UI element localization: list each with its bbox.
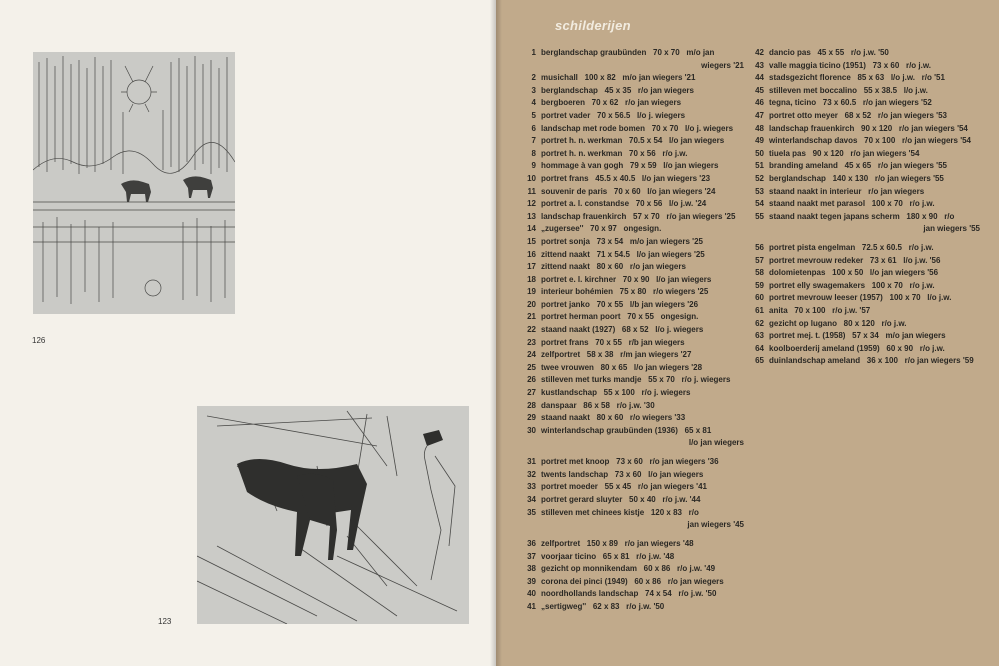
list-item-number: 25 xyxy=(527,362,536,372)
list-item-text: portret mej. t. (1958) 57 x 34 m/o jan wiegers xyxy=(769,331,946,341)
list-item-text: koolboerderij ameland (1959) 60 x 90 r/o j.w. xyxy=(769,343,945,353)
list-item-number: 20 xyxy=(527,299,536,309)
list-item xyxy=(512,349,744,362)
left-page xyxy=(0,0,496,666)
list-item-number: 8 xyxy=(531,148,536,158)
list-item-number: 56 xyxy=(755,243,764,253)
list-item-text: duinlandschap ameland 36 x 100 r/o jan wiegers '59 xyxy=(769,356,974,366)
list-item-number: 21 xyxy=(527,312,536,322)
list-item-number: 29 xyxy=(527,413,536,423)
list-item-text: portret herman poort 70 x 55 ongesign. xyxy=(541,312,699,322)
list-item-text: berglandschap 140 x 130 r/o jan wiegers '55 xyxy=(769,173,944,183)
list-item-number: 22 xyxy=(527,325,536,335)
list-item-number: 44 xyxy=(755,73,764,83)
list-item-number: 17 xyxy=(527,262,536,272)
paintings-list-left xyxy=(512,47,744,614)
book-gutter xyxy=(490,0,502,666)
list-item-number: 13 xyxy=(527,211,536,221)
list-item-text: landschap frauenkirch 90 x 120 r/o jan wiegers '54 xyxy=(769,123,968,133)
list-item xyxy=(740,47,980,60)
list-item-number: 10 xyxy=(527,173,536,183)
list-item xyxy=(740,343,980,356)
list-item xyxy=(740,148,980,161)
list-item xyxy=(512,211,744,224)
list-item xyxy=(512,481,744,494)
list-item xyxy=(740,292,980,305)
list-item xyxy=(512,374,744,387)
list-item-number: 26 xyxy=(527,375,536,385)
list-item xyxy=(512,97,744,110)
list-item-text: portret frans 45.5 x 40.5 l/o jan wiegers '23 xyxy=(541,173,711,183)
list-item-text: jan wiegers '55 xyxy=(923,224,980,234)
list-item-text: dancio pas 45 x 55 r/o j.w. '50 xyxy=(769,48,889,57)
list-item-text: portret mevrouw leeser (1957) 100 x 70 l/o j.w. xyxy=(769,293,952,303)
list-item-number: 41 xyxy=(527,601,536,611)
list-item-text: zelfportret 150 x 89 r/o jan wiegers '48 xyxy=(541,538,694,548)
list-item xyxy=(512,456,744,469)
list-item-number: 64 xyxy=(755,343,764,353)
list-item-text: portret otto meyer 68 x 52 r/o jan wiegers '53 xyxy=(769,110,947,120)
list-item-text: stadsgezicht florence 85 x 63 l/o j.w. r/o '51 xyxy=(769,73,945,83)
list-item-text: stilleven met boccalino 55 x 38.5 l/o j.w. xyxy=(769,85,928,95)
list-item xyxy=(512,135,744,148)
list-item xyxy=(740,135,980,148)
list-item-number: 12 xyxy=(527,199,536,209)
list-item-text: berglandschap graubünden 70 x 70 m/o jan xyxy=(541,48,715,57)
section-title: schilderijen xyxy=(555,18,631,33)
list-item-number: 11 xyxy=(527,186,536,196)
list-item-text: zittend naakt 71 x 54.5 l/o jan wiegers '25 xyxy=(541,249,705,259)
list-item-text: musichall 100 x 82 m/o jan wiegers '21 xyxy=(541,73,696,83)
list-item-number: 59 xyxy=(755,280,764,290)
list-item-text: interieur bohémien 75 x 80 r/o wiegers '25 xyxy=(541,287,709,297)
list-item-number: 50 xyxy=(755,148,764,158)
list-item xyxy=(740,255,980,268)
list-item-number: 63 xyxy=(755,331,764,341)
list-item xyxy=(512,249,744,262)
etching-farmer-with-horses xyxy=(197,406,469,624)
list-item-text: stilleven met turks mandje 55 x 70 r/o j. wiegers xyxy=(541,375,731,385)
list-item-number: 15 xyxy=(527,236,536,246)
list-item xyxy=(512,85,744,98)
list-item xyxy=(512,173,744,186)
list-item-number: 14 xyxy=(527,224,536,234)
list-item-text: portret moeder 55 x 45 r/o jan wiegers '41 xyxy=(541,482,707,492)
list-item xyxy=(740,223,980,236)
list-item-number: 16 xyxy=(527,249,536,259)
list-item-number: 2 xyxy=(531,73,536,83)
list-item xyxy=(740,85,980,98)
list-item xyxy=(512,311,744,324)
paintings-list-right xyxy=(740,47,980,368)
list-item xyxy=(512,72,744,85)
list-item-number: 43 xyxy=(755,60,764,70)
list-item-text: portret mevrouw redeker 73 x 61 l/o j.w. '56 xyxy=(769,255,941,265)
list-item-text: staand naakt 80 x 60 r/o wiegers '33 xyxy=(541,413,686,423)
list-item-number: 30 xyxy=(527,425,536,435)
list-item-number: 40 xyxy=(527,589,536,599)
list-item-number: 53 xyxy=(755,186,764,196)
list-item-text: branding ameland 45 x 65 r/o jan wiegers '55 xyxy=(769,161,947,171)
list-item xyxy=(740,267,980,280)
list-item-number: 46 xyxy=(755,98,764,108)
etching-landscape-with-cows xyxy=(33,52,235,314)
list-item xyxy=(740,318,980,331)
list-item-text: gezicht op monnikendam 60 x 86 r/o j.w. '49 xyxy=(541,564,716,574)
list-item xyxy=(512,425,744,438)
list-item xyxy=(512,236,744,249)
list-item-text: tegna, ticino 73 x 60.5 r/o jan wiegers '52 xyxy=(769,98,932,108)
list-item-text: twents landschap 73 x 60 l/o jan wiegers xyxy=(541,469,704,479)
list-item xyxy=(740,355,980,368)
list-item-text: bergboeren 70 x 62 r/o jan wiegers xyxy=(541,98,682,108)
list-item-text: zittend naakt 80 x 60 r/o jan wiegers xyxy=(541,262,686,272)
list-item xyxy=(740,72,980,85)
right-page xyxy=(496,0,999,666)
list-item xyxy=(512,437,744,450)
list-item xyxy=(512,551,744,564)
list-item xyxy=(512,261,744,274)
list-item xyxy=(512,400,744,413)
list-item-text: portret frans 70 x 55 r/b jan wiegers xyxy=(541,337,685,347)
list-item xyxy=(512,123,744,136)
list-item-number: 55 xyxy=(755,211,764,221)
list-item xyxy=(740,305,980,318)
list-item-text: kustlandschap 55 x 100 r/o j. wiegers xyxy=(541,388,691,398)
list-item xyxy=(512,576,744,589)
list-item xyxy=(512,110,744,123)
list-item-number: 31 xyxy=(527,457,536,467)
list-item xyxy=(512,588,744,601)
list-item-number xyxy=(740,223,769,236)
list-item-number: 23 xyxy=(527,337,536,347)
list-item-number: 47 xyxy=(755,110,764,120)
list-item-number: 48 xyxy=(755,123,764,133)
list-item-text: danspaar 86 x 58 r/o j.w. '30 xyxy=(541,400,655,410)
list-item-text: portret gerard sluyter 50 x 40 r/o j.w. '44 xyxy=(541,494,701,504)
list-item xyxy=(512,507,744,520)
list-item xyxy=(740,198,980,211)
list-item xyxy=(512,362,744,375)
list-item xyxy=(740,242,980,255)
list-item-number: 6 xyxy=(531,123,536,133)
list-item-number: 38 xyxy=(527,564,536,574)
list-item-text: corona dei pinci (1949) 60 x 86 r/o jan wiegers xyxy=(541,576,724,586)
list-item-text: portret pista engelman 72.5 x 60.5 r/o j.w. xyxy=(769,243,934,253)
list-item xyxy=(512,186,744,199)
list-item xyxy=(740,211,980,224)
list-item-text: winterlandschap graubünden (1936) 65 x 81 xyxy=(541,425,712,435)
list-item xyxy=(512,160,744,173)
list-item-number: 49 xyxy=(755,136,764,146)
list-item xyxy=(512,494,744,507)
list-item xyxy=(740,173,980,186)
list-item-number: 51 xyxy=(755,161,764,171)
list-item-number: 58 xyxy=(755,268,764,278)
list-item-number: 32 xyxy=(527,469,536,479)
list-item xyxy=(512,299,744,312)
list-item-number: 52 xyxy=(755,173,764,183)
list-item-text: landschap frauenkirch 57 x 70 r/o jan wiegers '25 xyxy=(541,211,736,221)
list-item-text: portret met knoop 73 x 60 r/o jan wiegers '36 xyxy=(541,457,719,467)
list-item-text: winterlandschap davos 70 x 100 r/o jan wiegers '54 xyxy=(769,136,971,146)
list-item-number: 34 xyxy=(527,494,536,504)
list-item-number: 37 xyxy=(527,551,536,561)
list-item xyxy=(512,563,744,576)
list-item-text: portret a. l. constandse 70 x 56 l/o j.w. '24 xyxy=(541,199,707,209)
list-item-number xyxy=(512,60,541,73)
list-item-text: dolomietenpas 100 x 50 l/o jan wiegers '56 xyxy=(769,268,939,278)
list-item-text: hommage à van gogh 79 x 59 l/o jan wiegers xyxy=(541,161,719,171)
list-item xyxy=(512,286,744,299)
list-item xyxy=(512,519,744,532)
list-item xyxy=(740,110,980,123)
list-item-number: 1 xyxy=(531,48,536,57)
list-item-text: portret vader 70 x 56.5 l/o j. wiegers xyxy=(541,110,686,120)
list-item-text: staand naakt met parasol 100 x 70 r/o j.w. xyxy=(769,199,935,209)
list-item-number: 57 xyxy=(755,255,764,265)
list-item xyxy=(740,280,980,293)
list-item-number: 65 xyxy=(755,356,764,366)
list-item-text: portret e. l. kirchner 70 x 90 l/o jan wiegers xyxy=(541,274,712,284)
list-item xyxy=(512,198,744,211)
list-item-text: landschap met rode bomen 70 x 70 l/o j. wiegers xyxy=(541,123,734,133)
list-item xyxy=(740,123,980,136)
list-item xyxy=(512,337,744,350)
page-number-126: 126 xyxy=(32,336,46,345)
list-item xyxy=(740,60,980,73)
list-item-number: 33 xyxy=(527,482,536,492)
list-item-text: portret elly swagemakers 100 x 70 r/o j.w. xyxy=(769,280,935,290)
list-item-text: staand naakt tegen japans scherm 180 x 90 r/o xyxy=(769,211,955,221)
list-item-number: 35 xyxy=(527,507,536,517)
list-item-number: 4 xyxy=(531,98,536,108)
list-item-text: twee vrouwen 80 x 65 l/o jan wiegers '28 xyxy=(541,362,703,372)
list-item xyxy=(512,387,744,400)
list-item-number xyxy=(512,437,541,450)
list-item-text: „zugersee'' 70 x 97 ongesign. xyxy=(541,224,662,234)
list-item-text: portret h. n. werkman 70 x 56 r/o j.w. xyxy=(541,148,688,158)
list-item-text: tiuela pas 90 x 120 r/o jan wiegers '54 xyxy=(769,148,920,158)
list-item xyxy=(512,223,744,236)
list-item xyxy=(512,60,744,73)
list-item-number: 39 xyxy=(527,576,536,586)
list-item-number: 36 xyxy=(527,538,536,548)
list-item-text: „sertigweg'' 62 x 83 r/o j.w. '50 xyxy=(541,601,665,611)
list-item-number: 3 xyxy=(531,85,536,95)
list-item-text: portret sonja 73 x 54 m/o jan wiegers '25 xyxy=(541,236,703,246)
list-item xyxy=(512,469,744,482)
list-item-number: 62 xyxy=(755,318,764,328)
list-item-text: jan wiegers '45 xyxy=(687,520,744,530)
list-item xyxy=(512,412,744,425)
list-item-number xyxy=(512,519,541,532)
list-item-text: zelfportret 58 x 38 r/m jan wiegers '27 xyxy=(541,350,692,360)
list-item-number: 24 xyxy=(527,350,536,360)
list-item-text: berglandschap 45 x 35 r/o jan wiegers xyxy=(541,85,694,95)
list-item xyxy=(512,601,744,614)
list-item xyxy=(740,186,980,199)
list-item-number: 60 xyxy=(755,293,764,303)
list-item xyxy=(512,148,744,161)
list-item-text: portret h. n. werkman 70.5 x 54 l/o jan wiegers xyxy=(541,136,725,146)
list-item xyxy=(512,274,744,287)
list-item xyxy=(740,330,980,343)
list-item-text: staand naakt (1927) 68 x 52 l/o j. wiegers xyxy=(541,325,704,335)
list-item xyxy=(512,538,744,551)
list-item-text: valle maggia ticino (1951) 73 x 60 r/o j.w. xyxy=(769,60,931,70)
list-item-text: l/o jan wiegers xyxy=(688,438,744,448)
list-item-text: anita 70 x 100 r/o j.w. '57 xyxy=(769,306,871,316)
list-item-text: staand naakt in interieur r/o jan wiegers xyxy=(769,186,925,196)
list-item-number: 18 xyxy=(527,274,536,284)
page-number-123: 123 xyxy=(158,617,172,626)
list-item xyxy=(740,97,980,110)
list-item xyxy=(740,160,980,173)
list-item-text: wiegers '21 xyxy=(701,60,744,70)
list-item-number: 28 xyxy=(527,400,536,410)
list-item-number: 61 xyxy=(755,306,764,316)
list-item-text: stilleven met chinees kistje 120 x 83 r/o xyxy=(541,507,699,517)
list-item-text: souvenir de paris 70 x 60 l/o jan wiegers '24 xyxy=(541,186,716,196)
list-item-number: 5 xyxy=(531,110,536,120)
list-item-number: 7 xyxy=(531,136,536,146)
list-item-number: 42 xyxy=(755,48,764,57)
list-item-text: portret janko 70 x 55 l/b jan wiegers '26 xyxy=(541,299,699,309)
list-item-number: 54 xyxy=(755,199,764,209)
list-item-text: noordhollands landschap 74 x 54 r/o j.w. '50 xyxy=(541,589,717,599)
list-item-number: 19 xyxy=(527,287,536,297)
list-item-text: gezicht op lugano 80 x 120 r/o j.w. xyxy=(769,318,907,328)
list-item-number: 45 xyxy=(755,85,764,95)
list-item-number: 27 xyxy=(527,388,536,398)
list-item-text: voorjaar ticino 65 x 81 r/o j.w. '48 xyxy=(541,551,675,561)
list-item xyxy=(512,47,744,60)
list-item xyxy=(512,324,744,337)
list-item-number: 9 xyxy=(531,161,536,171)
